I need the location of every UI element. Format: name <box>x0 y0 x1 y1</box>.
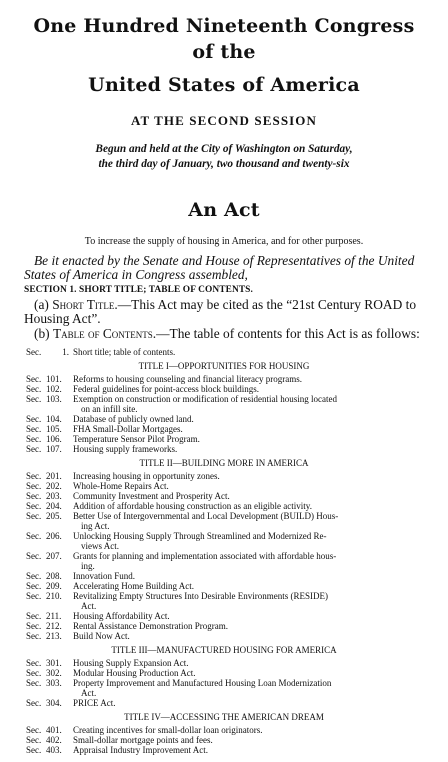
toc-sec-title <box>73 511 422 531</box>
toc-sec-label: Sec. <box>26 725 42 735</box>
toc-sec-title-continuation: Act. <box>81 601 97 611</box>
toc-row <box>26 491 422 501</box>
toc-sec-number: 103. <box>46 394 62 404</box>
toc-sec-number: 207. <box>46 551 62 561</box>
toc-sec-number: 206. <box>46 531 62 541</box>
toc-title-1-heading: TITLE I—OPPORTUNITIES FOR HOUSING <box>138 361 310 371</box>
subsection-a-text: .—This Act may be cited as the “21st Century ROAD to Housing Act”. <box>24 297 417 326</box>
an-act-heading: An Act <box>188 199 260 221</box>
toc-sec-title-text: Accelerating Home Building Act. <box>73 581 194 591</box>
toc-sec-title-text: Addition of affordable housing construction as an eligible activity. <box>73 501 312 511</box>
toc-sec-title-text: Federal guidelines for point-access block buildings. <box>73 384 259 394</box>
toc-sec-label: Sec. <box>26 745 42 755</box>
toc-sec-label: Sec. <box>26 434 42 444</box>
toc-sec-number: 204. <box>46 501 62 511</box>
toc-sec-title-text: Better Use of Intergovernmental and Local Development (BUILD) Hous- <box>73 511 339 521</box>
toc-sec-label: Sec. <box>26 471 42 481</box>
congress-country: United States of America <box>88 74 360 96</box>
toc-sec-number: 302. <box>46 668 62 678</box>
toc-row <box>26 571 422 581</box>
toc-sec-title-text: Reforms to housing counseling and financial literacy programs. <box>73 374 302 384</box>
toc-sec-title <box>73 414 422 424</box>
toc-sec-label: Sec. <box>26 581 42 591</box>
toc-sec-label: Sec. <box>26 444 42 454</box>
toc-sec-title <box>73 725 422 735</box>
toc-row <box>26 394 422 414</box>
toc-sec-number: 102. <box>46 384 62 394</box>
toc-sec-title: Short title; table of contents. <box>73 347 176 357</box>
section-1-heading: SECTION 1. SHORT TITLE; TABLE OF CONTENTS. <box>24 285 253 295</box>
toc-sec-number: 104. <box>46 414 62 424</box>
toc-row <box>26 374 422 384</box>
toc-sec-title <box>73 668 422 678</box>
toc-row <box>26 481 422 491</box>
subsection-b-label: (b) <box>34 326 53 341</box>
toc-sec-title-text: Innovation Fund. <box>73 571 135 581</box>
toc-sec-number: 212. <box>46 621 62 631</box>
toc-sec-label: Sec. <box>26 394 42 404</box>
toc-row <box>26 551 422 571</box>
toc-title-2-heading: TITLE II—BUILDING MORE IN AMERICA <box>139 458 309 468</box>
toc-sec-number: 208. <box>46 571 62 581</box>
toc-row <box>26 658 422 668</box>
toc-sec-label: Sec. <box>26 621 42 631</box>
table-of-contents <box>26 347 422 755</box>
toc-row <box>26 631 422 641</box>
begun-line-1: Begun and held at the City of Washington on Saturday, <box>95 143 353 155</box>
toc-title-2-list <box>26 471 422 641</box>
toc-sec-label: Sec. <box>26 735 42 745</box>
toc-sec-title-text: Appraisal Industry Improvement Act. <box>73 745 208 755</box>
toc-sec-number: 106. <box>46 434 62 444</box>
toc-sec-label: Sec. <box>26 571 42 581</box>
toc-sec-title <box>73 735 422 745</box>
enacting-clause: Be it enacted by the Senate and House of Representatives of the United States of America in Congress assembled, <box>24 253 415 282</box>
toc-sec-label: Sec. <box>26 698 42 708</box>
toc-row <box>26 434 422 444</box>
toc-sec-label: Sec. <box>26 481 42 491</box>
toc-sec-title <box>73 531 422 551</box>
toc-sec-title-text: Small-dollar mortgage points and fees. <box>73 735 213 745</box>
toc-sec-title-text: Grants for planning and implementation associated with affordable hous- <box>73 551 337 561</box>
toc-sec-title <box>73 374 422 384</box>
toc-row <box>26 471 422 481</box>
toc-sec-label: Sec. <box>26 678 42 688</box>
toc-sec-number: 403. <box>46 745 62 755</box>
toc-sec-title <box>73 631 422 641</box>
toc-sec-number: 213. <box>46 631 62 641</box>
toc-sec-title <box>73 551 422 571</box>
toc-title-3-list <box>26 658 422 708</box>
toc-sec-title-text: FHA Small-Dollar Mortgages. <box>73 424 183 434</box>
toc-sec-number: 211. <box>46 611 62 621</box>
toc-sec-title <box>73 698 422 708</box>
toc-sec-title-text: Temperature Sensor Pilot Program. <box>73 434 200 444</box>
toc-sec-title <box>73 678 422 698</box>
toc-sec-label: Sec. <box>26 591 42 601</box>
toc-sec-title-text: Community Investment and Prosperity Act. <box>73 491 230 501</box>
toc-row <box>26 611 422 621</box>
congress-title: One Hundred Nineteenth Congress <box>33 15 415 37</box>
toc-sec-title-text: Whole-Home Repairs Act. <box>73 481 169 491</box>
toc-sec-label: Sec. <box>26 347 42 357</box>
toc-sec-title <box>73 481 422 491</box>
toc-sec-label: Sec. <box>26 658 42 668</box>
toc-sec-label: Sec. <box>26 668 42 678</box>
toc-sec-title-continuation: views Act. <box>81 541 119 551</box>
toc-title-3-heading: TITLE III—MANUFACTURED HOUSING FOR AMERICA <box>111 645 337 655</box>
toc-sec-number: 301. <box>46 658 62 668</box>
toc-sec-title-text: Housing Affordability Act. <box>73 611 170 621</box>
toc-sec-number: 105. <box>46 424 62 434</box>
toc-sec-title-text: Housing Supply Expansion Act. <box>73 658 189 668</box>
toc-sec-title-text: Modular Housing Production Act. <box>73 668 196 678</box>
toc-sec-title-text: Database of publicly owned land. <box>73 414 194 424</box>
toc-sec-title-continuation: ing. <box>81 561 95 571</box>
toc-sec-title <box>73 591 422 611</box>
toc-sec-number: 107. <box>46 444 62 454</box>
toc-row <box>26 384 422 394</box>
toc-sec-label: Sec. <box>26 611 42 621</box>
toc-sec-number: 209. <box>46 581 62 591</box>
toc-title-4-heading: TITLE IV—ACCESSING THE AMERICAN DREAM <box>124 712 324 722</box>
toc-sec-title <box>73 491 422 501</box>
toc-sec-label: Sec. <box>26 491 42 501</box>
toc-row <box>26 531 422 551</box>
toc-sec-title <box>73 658 422 668</box>
toc-sec-number: 202. <box>46 481 62 491</box>
toc-sec-number: 210. <box>46 591 62 601</box>
toc-row <box>26 735 422 745</box>
toc-sec-title-continuation: ing Act. <box>81 521 110 531</box>
toc-sec-title-text: Unlocking Housing Supply Through Streamlined and Modernized Re- <box>73 531 327 541</box>
begun-line-2: the third day of January, two thousand and twenty-six <box>98 158 350 170</box>
toc-sec-title-text: Property Improvement and Manufactured Housing Loan Modernization <box>73 678 332 688</box>
toc-sec-title-text: Housing supply frameworks. <box>73 444 178 454</box>
toc-sec-number: 205. <box>46 511 62 521</box>
toc-sec-title <box>73 581 422 591</box>
toc-sec-title-text: Increasing housing in opportunity zones. <box>73 471 220 481</box>
toc-row <box>26 581 422 591</box>
toc-sec-number: 203. <box>46 491 62 501</box>
toc-sec-number: 201. <box>46 471 62 481</box>
toc-sec-title <box>73 384 422 394</box>
toc-sec-label: Sec. <box>26 631 42 641</box>
short-title-label: Short Title <box>52 297 115 312</box>
toc-title-1-list <box>26 374 422 454</box>
toc-row <box>26 511 422 531</box>
toc-row <box>26 678 422 698</box>
session-line: AT THE SECOND SESSION <box>130 113 318 128</box>
subsection-b <box>24 327 424 341</box>
toc-sec-label: Sec. <box>26 414 42 424</box>
congress-of-the: of the <box>192 41 256 63</box>
subsection-a-label: (a) <box>34 297 53 312</box>
toc-row <box>26 725 422 735</box>
toc-sec-number: 1. <box>62 347 69 357</box>
toc-row <box>26 621 422 631</box>
toc-sec-label: Sec. <box>26 384 42 394</box>
toc-sec-label: Sec. <box>26 511 42 521</box>
toc-sec-title <box>73 501 422 511</box>
toc-sec-title-text: Build Now Act. <box>73 631 130 641</box>
toc-row <box>26 668 422 678</box>
subsection-b-text: .—The table of contents for this Act is as follows: <box>152 326 420 341</box>
toc-sec-title-text: Rental Assistance Demonstration Program. <box>73 621 228 631</box>
toc-sec-label: Sec. <box>26 424 42 434</box>
toc-sec-label: Sec. <box>26 501 42 511</box>
toc-sec-label: Sec. <box>26 374 42 384</box>
toc-sec-title-text: Creating incentives for small-dollar loan originators. <box>73 725 263 735</box>
subsection-a <box>24 298 424 326</box>
table-of-contents-label: Table of Contents <box>52 326 153 341</box>
toc-sec-title <box>73 471 422 481</box>
toc-sec-title <box>73 745 422 755</box>
toc-row <box>26 698 422 708</box>
toc-row <box>26 444 422 454</box>
toc-row <box>26 501 422 511</box>
toc-sec-title <box>73 621 422 631</box>
toc-sec-title <box>73 434 422 444</box>
toc-row <box>26 347 422 357</box>
toc-sec-title <box>73 444 422 454</box>
begun-statement <box>40 142 408 172</box>
toc-sec-title <box>73 611 422 621</box>
toc-sec-label: Sec. <box>26 531 42 541</box>
toc-sec-title-text: Exemption on construction or modification of residential housing located <box>73 394 337 404</box>
toc-title-4-list <box>26 725 422 755</box>
toc-sec-title-continuation: on an infill site. <box>81 404 138 414</box>
toc-sec-title-continuation: Act. <box>81 688 97 698</box>
toc-row <box>26 414 422 424</box>
toc-row <box>26 591 422 611</box>
toc-sec-title <box>73 424 422 434</box>
toc-sec-title <box>73 571 422 581</box>
toc-sec-title-text: PRICE Act. <box>73 698 116 708</box>
toc-sec-number: 401. <box>46 725 62 735</box>
toc-sec-number: 303. <box>46 678 62 688</box>
toc-sec-title <box>73 394 422 414</box>
toc-sec-number: 304. <box>46 698 62 708</box>
toc-sec-number: 402. <box>46 735 62 745</box>
toc-row <box>26 424 422 434</box>
toc-sec-title-text: Revitalizing Empty Structures Into Desirable Environments (RESIDE) <box>73 591 328 601</box>
act-purpose: To increase the supply of housing in America, and for other purposes. <box>84 236 364 247</box>
toc-sec-label: Sec. <box>26 551 42 561</box>
toc-sec-number: 101. <box>46 374 62 384</box>
toc-row <box>26 745 422 755</box>
